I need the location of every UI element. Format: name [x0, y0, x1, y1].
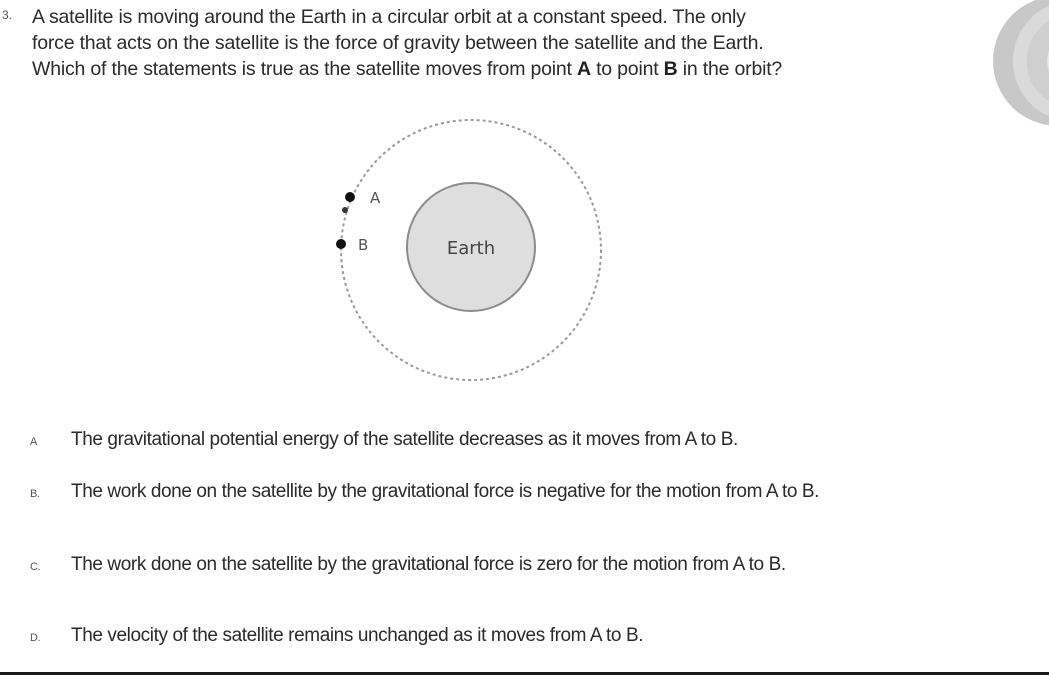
satellite-point-a — [345, 192, 355, 202]
question-number: 3. — [2, 8, 13, 22]
choice-c[interactable] — [30, 553, 921, 577]
choice-b-letter: B. — [30, 488, 40, 500]
question-line-3-mid: to point — [590, 58, 664, 80]
orbit-diagram — [320, 110, 620, 390]
point-a-label: A — [370, 189, 381, 207]
question-stem — [32, 4, 972, 82]
point-b-label: B — [358, 236, 369, 254]
satellite-point-b — [336, 239, 346, 249]
choice-c-text: The work done on the satellite by the gravitational force is zero for the motion from A to B. — [71, 554, 786, 575]
choice-d[interactable] — [30, 624, 921, 648]
choice-a-text: The gravitational potential energy of the satellite decreases as it moves from A to B. — [71, 429, 738, 450]
question-line-3-post: in the orbit? — [677, 58, 783, 80]
point-b-ref: B — [663, 58, 678, 80]
question-line-1: A satellite is moving around the Earth in a circular orbit at a constant speed. The only — [32, 6, 746, 28]
question-line-3 — [32, 56, 972, 82]
choice-c-letter: C. — [30, 561, 41, 573]
choice-b-text: The work done on the satellite by the gravitational force is negative for the motion from A to B. — [71, 481, 820, 502]
earth-label: Earth — [446, 238, 496, 259]
question-line-3-pre: Which of the statements is true as the satellite moves from point — [32, 58, 577, 80]
choice-d-letter: D. — [30, 632, 41, 644]
point-a-ref: A — [576, 58, 591, 80]
choice-d-text: The velocity of the satellite remains unchanged as it moves from A to B. — [71, 625, 644, 646]
choice-a[interactable] — [30, 428, 921, 452]
decorative-circle-graphic — [993, 0, 1049, 126]
satellite-trail-dot — [342, 207, 348, 213]
question-line-2: force that acts on the satellite is the force of gravity between the satellite and the Earth. — [32, 32, 764, 54]
choice-b[interactable] — [30, 480, 921, 504]
choice-a-letter: A — [30, 436, 37, 448]
